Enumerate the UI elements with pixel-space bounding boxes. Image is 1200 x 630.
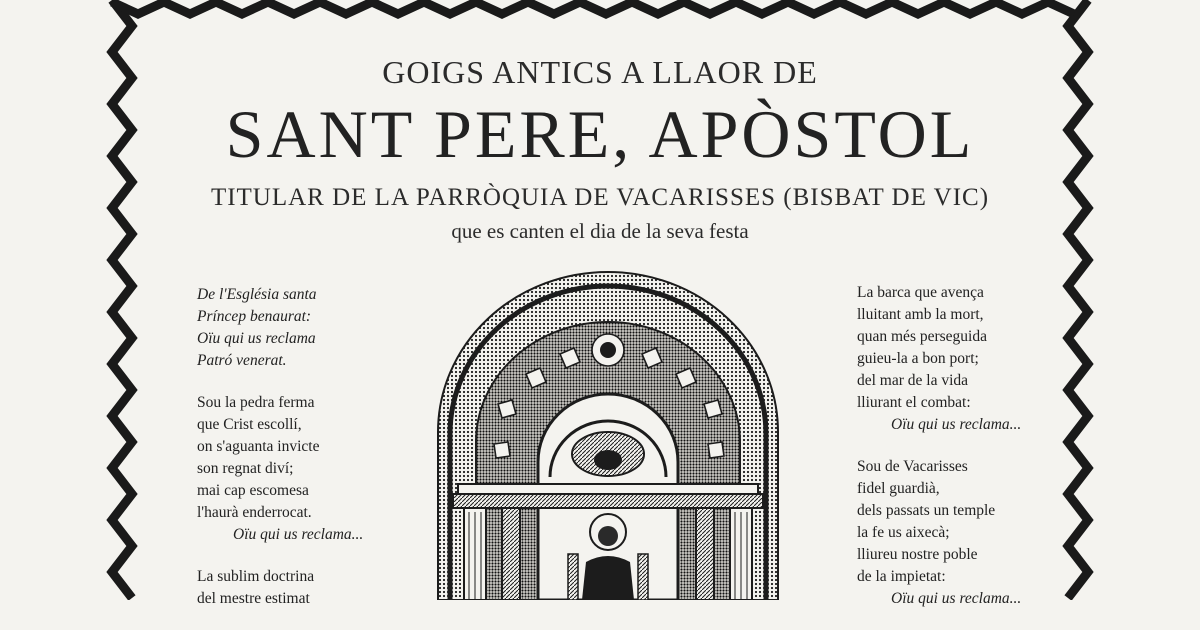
verse-line: Sou de Vacarisses — [857, 458, 968, 475]
page-title: SANT PERE, APÒSTOL — [225, 96, 975, 172]
verse-line: lliurant el combat: — [857, 394, 971, 411]
subline: que es canten el dia de la seva festa — [451, 219, 749, 243]
verse-line: la fe us aixecà; — [857, 524, 950, 541]
verse-barca — [857, 282, 1107, 436]
verse-line: Príncep benaurat: — [197, 308, 312, 325]
subtitle: TITULAR DE LA PARRÒQUIA DE VACARISSES (BISBAT DE VIC) — [210, 184, 990, 211]
verse-line: del mestre estimat — [197, 590, 310, 607]
verse-line: De l'Església santa — [197, 286, 317, 303]
verse-line: lluitant amb la mort, — [857, 306, 984, 323]
verse-line: fidel guardià, — [857, 480, 940, 497]
right-verses — [857, 282, 1107, 630]
verse-line: mai cap escomesa — [197, 482, 309, 499]
verse-line: dels passats un temple — [857, 502, 996, 519]
border-zigzag-line — [112, 2, 1074, 14]
verse-line: Sou la pedra ferma — [197, 394, 315, 411]
verse-line: La sublim doctrina — [197, 568, 315, 585]
verse-line: on s'aguanta invicte — [197, 438, 320, 455]
verse-line: La barca que avença — [857, 284, 984, 301]
verse-line: que Crist escollí, — [197, 416, 302, 433]
altar-engraving — [398, 262, 818, 600]
verse-line: del mar de la vida — [857, 372, 969, 389]
verse-refrain: Oïu qui us reclama... — [891, 590, 1022, 607]
verse-line: Oïu qui us reclama — [197, 330, 316, 347]
verse-line: lliureu nostre poble — [857, 546, 978, 563]
verse-refrain: Oïu qui us reclama... — [233, 526, 364, 543]
verse-line: guieu-la a bon port; — [857, 350, 979, 367]
pretitle: GOIGS ANTICS A LLAOR DE — [382, 54, 818, 90]
verse-line: quan més perseguida — [857, 328, 987, 345]
verse-refrain: Oïu qui us reclama... — [891, 416, 1022, 433]
verse-line: de la impietat: — [857, 568, 946, 585]
verse-vacarisses — [857, 456, 1107, 610]
verse-line: Patró venerat. — [197, 352, 287, 369]
verse-line: l'haurà enderrocat. — [197, 504, 312, 521]
verse-line: son regnat diví; — [197, 460, 294, 477]
